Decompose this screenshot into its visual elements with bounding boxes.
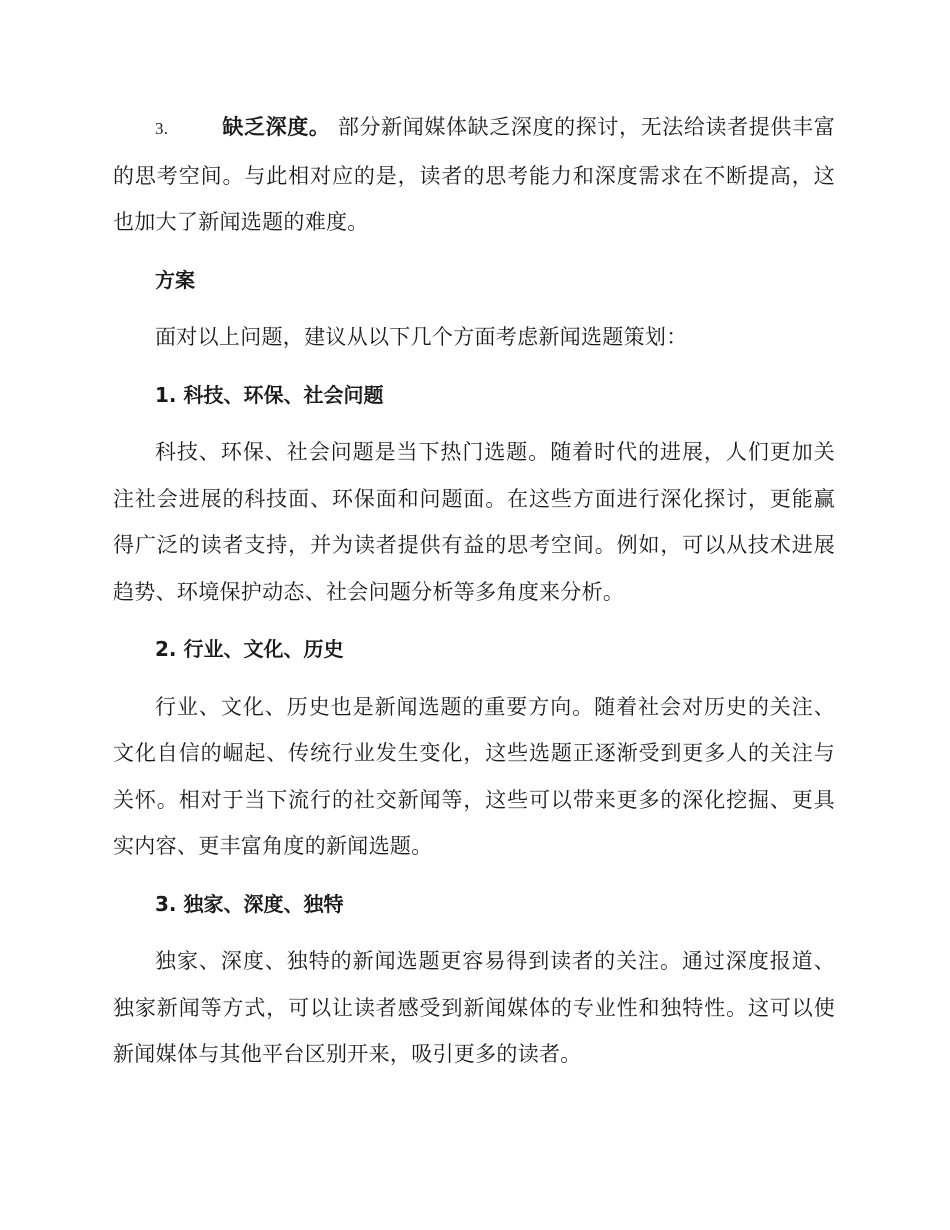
intro-item-title: 缺乏深度。 [222, 115, 331, 139]
topic-heading: 1. 科技、环保、社会问题 [155, 382, 384, 407]
intro-item-text: 部分新闻媒体缺乏深度的探讨，无法给读者提供丰富的思考空间。与此相对应的是，读者的思考能力和深度需求在不断提高，这也加大了新闻选题的难度。 [113, 115, 836, 234]
intro-item-paragraph [113, 104, 835, 246]
section-intro: 面对以上问题，建议从以下几个方面考虑新闻选题策划： [155, 325, 688, 349]
topic-body: 行业、文化、历史也是新闻选题的重要方向。随着社会对历史的关注、文化自信的崛起、传统行业发生变化，这些选题正逐渐受到更多人的关注与关怀。相对于当下流行的社交新闻等，这些可以带来更多的深化挖掘、更具实内容、更丰富角度的新闻选题。 [113, 694, 835, 858]
topic-heading: 2. 行业、文化、历史 [155, 637, 344, 661]
topic-heading: 3. 独家、深度、独特 [155, 891, 344, 916]
topic-body: 独家、深度、独特的新闻选题更容易得到读者的关注。通过深度报道、独家新闻等方式，可以让读者感受到新闻媒体的专业性和独特性。这可以使新闻媒体与其他平台区别开来，吸引更多的读者。 [113, 949, 835, 1066]
section-title: 方案 [155, 267, 195, 292]
document-body [113, 104, 835, 1089]
topic-body: 科技、环保、社会问题是当下热门选题。随着时代的进展，人们更加关注社会进展的科技面、环保面和问题面。在这些方面进行深化探讨，更能赢得广泛的读者支持，并为读者提供有益的思考空间。例如，可以从技术进展趋势、环境保护动态、社会问题分析等多角度来分析。 [113, 440, 835, 604]
intro-item-number: 3. [155, 119, 169, 138]
